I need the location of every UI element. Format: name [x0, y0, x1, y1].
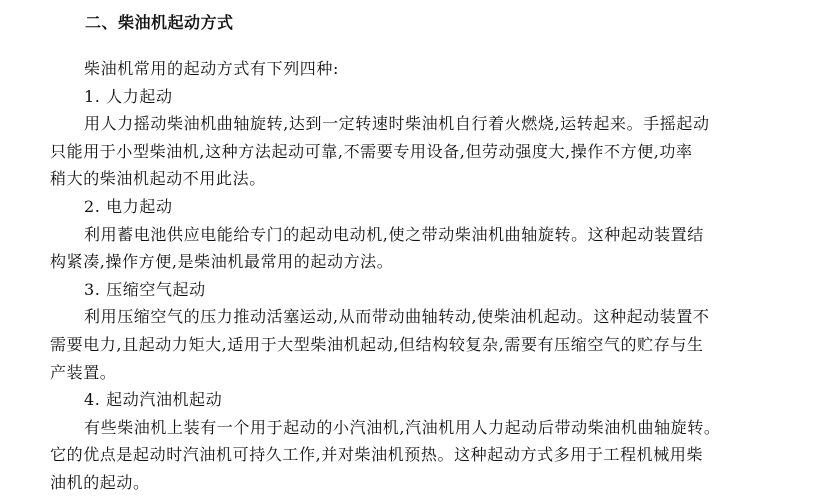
paragraph-line: 有些柴油机上装有一个用于起动的小汽油机,汽油机用人力起动后带动柴油机曲轴旋转。	[84, 417, 721, 437]
paragraph-line: 利用压缩空气的压力推动活塞运动,从而带动曲轴转动,使柴油机起动。这种起动装置不	[84, 307, 710, 327]
section-body	[50, 55, 770, 497]
subheading-compressed-air-start: 3. 压缩空气起动	[84, 279, 206, 299]
paragraph-line: 用人力摇动柴油机曲轴旋转,达到一定转速时柴油机自行着火燃烧,运转起来。手摇起动	[84, 114, 710, 134]
paragraph-line: 利用蓄电池供应电能给专门的起动电动机,使之带动柴油机曲轴旋转。这种起动装置结	[84, 224, 704, 244]
subheading-gasoline-engine-start: 4. 起动汽油机起动	[84, 390, 223, 410]
paragraph-line: 产装置。	[50, 362, 117, 382]
section-heading: 二、柴油机起动方式	[85, 13, 234, 32]
subheading-electric-start: 2. 电力起动	[84, 196, 173, 216]
paragraph-line: 只能用于小型柴油机,这种方法起动可靠,不需要专用设备,但劳动强度大,操作不方便,功率	[50, 141, 693, 161]
paragraph-line: 稍大的柴油机起动不用此法。	[50, 169, 266, 189]
paragraph-line: 油机的起动。	[50, 472, 150, 492]
paragraph-line: 需要电力,且起动力矩大,适用于大型柴油机起动,但结构较复杂,需要有压缩空气的贮存与生	[50, 334, 704, 354]
paragraph-line: 构紧凑,操作方便,是柴油机最常用的起动方法。	[50, 252, 394, 272]
subheading-manual-start: 1. 人力起动	[84, 86, 173, 106]
intro-line: 柴油机常用的起动方式有下列四种:	[84, 59, 339, 78]
paragraph-line: 它的优点是起动时汽油机可持久工作,并对柴油机预热。这种起动方式多用于工程机械用柴	[50, 445, 704, 465]
